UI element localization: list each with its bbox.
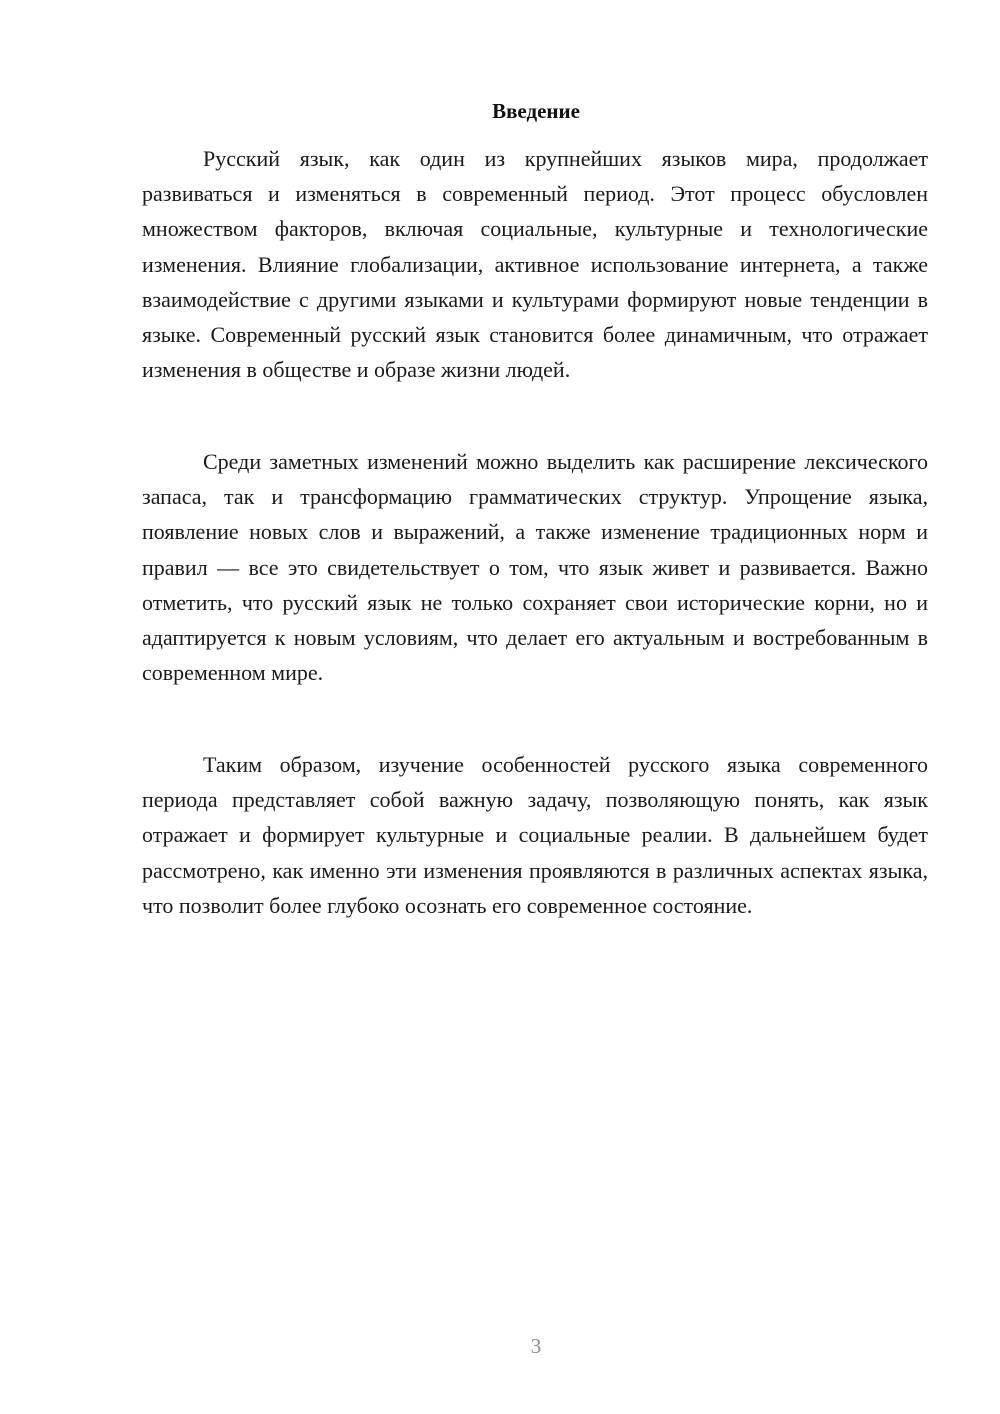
- paragraph-2: Среди заметных изменений можно выделить как расширение лексического запаса, так и трансформацию грамматических структур. Упрощение языка, появление новых слов и выражений, а также изменение традиционных норм и правил — все это свидетельствует о том, что язык живет и развивается. Важно отметить, что русский язык не только сохраняет свои исторические корни, но и адаптируется к новым условиям, что делает его актуальным и востребованным в современном мире.: [142, 449, 928, 686]
- section-heading: Введение: [492, 99, 580, 123]
- paragraph-3: Таким образом, изучение особенностей русского языка современного периода представляет собой важную задачу, позволяющую понять, как язык отражает и формирует культурные и социальные реалии. В дальнейшем будет рассмотрено, как именно эти изменения проявляются в различных аспектах языка, что позволит более глубоко осознать его современное состояние.: [142, 752, 928, 918]
- paragraph-1: Русский язык, как один из крупнейших языков мира, продолжает развиваться и изменяться в современный период. Этот процесс обусловлен множеством факторов, включая социальные, культурные и технологические изменения. Влияние глобализации, активное использование интернета, а также взаимодействие с другими языками и культурами формируют новые тенденции в языке. Современный русский язык становится более динамичным, что отражает изменения в обществе и образе жизни людей.: [142, 146, 928, 383]
- page-number: 3: [530, 1334, 542, 1358]
